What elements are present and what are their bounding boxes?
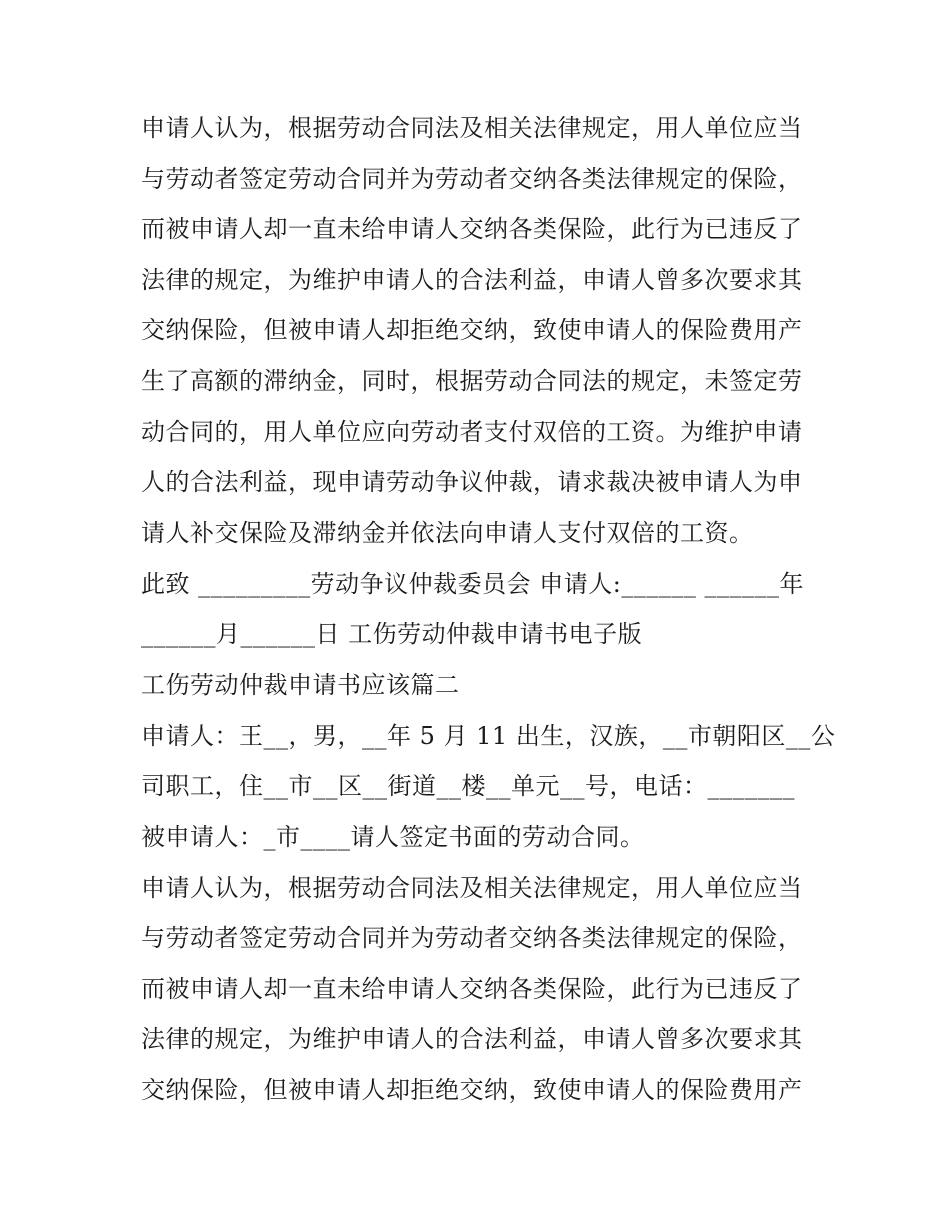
section-heading: 工伤劳动仲裁申请书应该篇二 (141, 671, 460, 699)
applicant-line: 申请人：王__，男，__年 5 月 11 出生，汉族，__市朝阳区__公 (141, 722, 836, 750)
paragraph-line: 与劳动者签定劳动合同并为劳动者交纳各类法律规定的保险， (141, 165, 803, 193)
paragraph-line: 法律的规定，为维护申请人的合法利益，申请人曾多次要求其 (141, 266, 803, 294)
paragraph-line: 人的合法利益，现申请劳动争议仲裁，请求裁决被申请人为申 (141, 468, 803, 496)
paragraph-line: 交纳保险，但被申请人却拒绝交纳，致使申请人的保险费用产 (141, 1076, 803, 1104)
paragraph-line: 申请人认为，根据劳动合同法及相关法律规定，用人单位应当 (141, 114, 803, 142)
paragraph-line: 动合同的，用人单位应向劳动者支付双倍的工资。为维护申请 (141, 418, 803, 446)
date-line: ______月______日 工伤劳动仲裁申请书电子版 (141, 620, 643, 648)
paragraph-line: 交纳保险，但被申请人却拒绝交纳，致使申请人的保险费用产 (141, 316, 803, 344)
paragraph-line: 法律的规定，为维护申请人的合法利益，申请人曾多次要求其 (141, 1025, 803, 1053)
applicant-line: 司职工，住__市__区__街道__楼__单元__号，电话：_______ (141, 772, 795, 800)
paragraph-line: 申请人认为，根据劳动合同法及相关法律规定，用人单位应当 (141, 874, 803, 902)
paragraph-line: 而被申请人却一直未给申请人交纳各类保险，此行为已违反了 (141, 975, 803, 1003)
paragraph-line: 生了高额的滞纳金，同时，根据劳动合同法的规定，未签定劳 (141, 367, 803, 395)
paragraph-line: 请人补交保险及滞纳金并依法向申请人支付双倍的工资。 (141, 519, 754, 547)
respondent-line: 被申请人：_市____请人签定书面的劳动合同。 (141, 823, 645, 851)
paragraph-line: 而被申请人却一直未给申请人交纳各类保险，此行为已违反了 (141, 215, 803, 243)
closing-line: 此致 _________劳动争议仲裁委员会 申请人:______ ______年 (141, 570, 804, 598)
paragraph-line: 与劳动者签定劳动合同并为劳动者交纳各类法律规定的保险， (141, 924, 803, 952)
